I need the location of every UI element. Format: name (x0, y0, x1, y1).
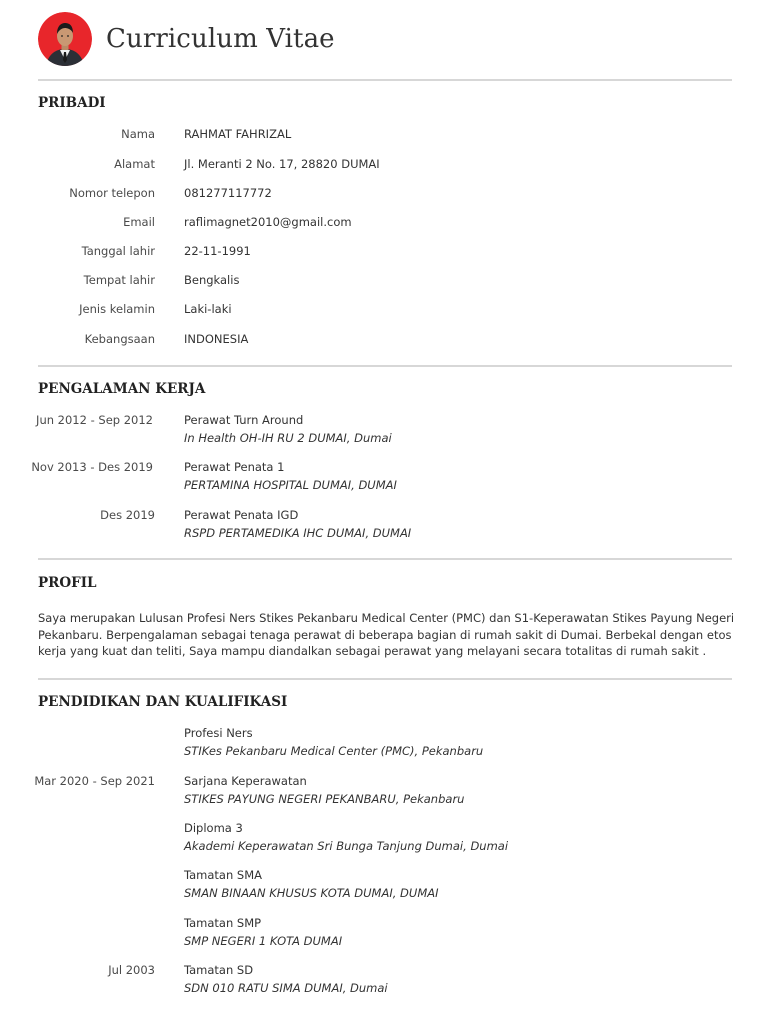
value-kebangsaan: INDONESIA (184, 332, 249, 346)
cv-header (38, 12, 335, 66)
label-nama: Nama (121, 127, 155, 141)
divider (38, 365, 732, 367)
education-institution: SMP NEGERI 1 KOTA DUMAI (184, 934, 343, 948)
section-title-pengalaman: PENGALAMAN KERJA (38, 381, 206, 397)
work-date: Nov 2013 - Des 2019 (31, 460, 153, 474)
education-institution: STIKes Pekanbaru Medical Center (PMC), Pekanbaru (184, 744, 484, 758)
divider (38, 678, 732, 680)
label-kebangsaan: Kebangsaan (84, 332, 155, 346)
education-title: Profesi Ners (184, 726, 253, 740)
education-institution: STIKES PAYUNG NEGERI PEKANBARU, Pekanbaru (184, 792, 465, 806)
value-tanggal-lahir: 22-11-1991 (184, 244, 251, 258)
value-email: raflimagnet2010@gmail.com (184, 215, 352, 229)
value-nama: RAHMAT FAHRIZAL (184, 127, 292, 141)
work-position: Perawat Penata IGD (184, 508, 299, 522)
education-title: Tamatan SMA (184, 868, 263, 882)
section-title-pribadi: PRIBADI (38, 95, 106, 111)
divider (38, 558, 732, 560)
value-jenis-kelamin: Laki-laki (184, 302, 232, 316)
work-date: Jun 2012 - Sep 2012 (36, 413, 153, 427)
education-institution: SDN 010 RATU SIMA DUMAI, Dumai (184, 981, 388, 995)
work-position: Perawat Turn Around (184, 413, 304, 427)
section-title-profil: PROFIL (38, 575, 97, 591)
education-institution: Akademi Keperawatan Sri Bunga Tanjung Dumai, Dumai (184, 839, 509, 853)
divider (38, 79, 732, 81)
work-employer: RSPD PERTAMEDIKA IHC DUMAI, DUMAI (184, 526, 412, 540)
person-photo-icon (38, 12, 92, 66)
profile-text: Saya merupakan Lulusan Profesi Ners Stikes Pekanbaru Medical Center (PMC) dan S1-Keperawatan Stikes Payung Negeri Pekanbaru. Berpengalaman sebagai tenaga perawat di beberapa bagian di rumah sakit di Dumai. Berbekal dengan etos kerja yang kuat dan teliti, Saya mampu diandalkan sebagai perawat yang melayani secara totalitas di rumah sakit . (38, 611, 735, 658)
work-position: Perawat Penata 1 (184, 460, 285, 474)
education-title: Sarjana Keperawatan (184, 774, 307, 788)
work-employer: PERTAMINA HOSPITAL DUMAI, DUMAI (184, 478, 397, 492)
value-alamat: Jl. Meranti 2 No. 17, 28820 DUMAI (184, 157, 380, 171)
label-jenis-kelamin: Jenis kelamin (79, 302, 155, 316)
section-title-pendidikan: PENDIDIKAN DAN KUALIFIKASI (38, 694, 288, 710)
value-telepon: 081277117772 (184, 186, 272, 200)
work-date: Des 2019 (100, 508, 155, 522)
education-title: Tamatan SD (184, 963, 254, 977)
education-date: Mar 2020 - Sep 2021 (34, 774, 155, 788)
page-title: Curriculum Vitae (106, 24, 335, 54)
education-date: Jul 2003 (108, 963, 155, 977)
label-telepon: Nomor telepon (69, 186, 155, 200)
label-email: Email (123, 215, 155, 229)
education-institution: SMAN BINAAN KHUSUS KOTA DUMAI, DUMAI (184, 886, 439, 900)
label-tempat-lahir: Tempat lahir (83, 273, 155, 287)
label-tanggal-lahir: Tanggal lahir (81, 244, 155, 258)
label-alamat: Alamat (114, 157, 155, 171)
value-tempat-lahir: Bengkalis (184, 273, 240, 287)
education-title: Diploma 3 (184, 821, 243, 835)
education-title: Tamatan SMP (184, 916, 262, 930)
work-employer: In Health OH-IH RU 2 DUMAI, Dumai (184, 431, 392, 445)
